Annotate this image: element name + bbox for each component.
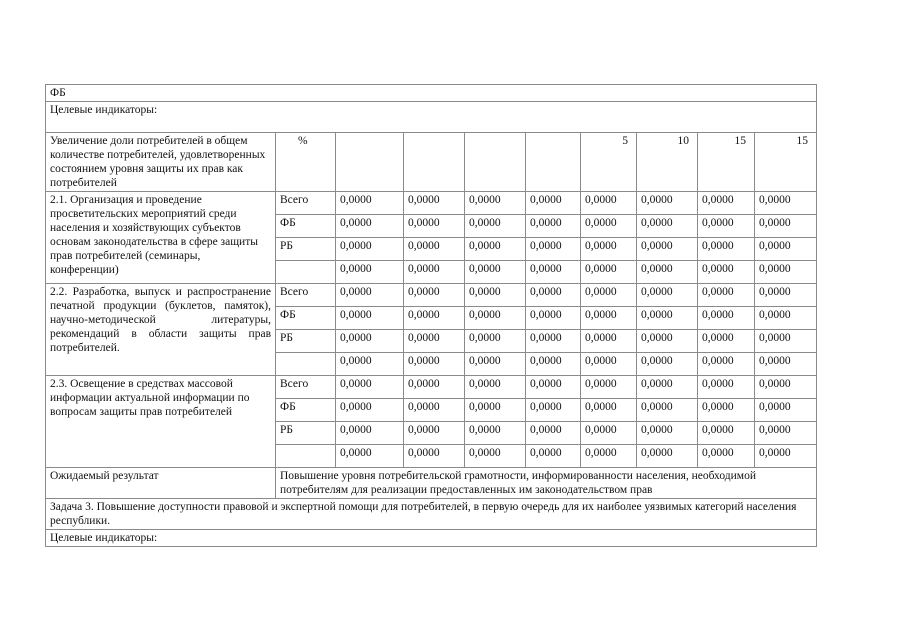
funding-value: 0,0000 (698, 284, 755, 307)
indicator-value (404, 133, 465, 192)
funding-value: 0,0000 (581, 445, 637, 468)
table-row (46, 102, 817, 133)
funding-value: 0,0000 (637, 192, 698, 215)
funding-value: 0,0000 (336, 376, 404, 399)
funding-value: 0,0000 (698, 307, 755, 330)
funding-value: 0,0000 (637, 445, 698, 468)
funding-value: 0,0000 (404, 307, 465, 330)
table-body (46, 85, 817, 547)
funding-value: 0,0000 (336, 330, 404, 353)
funding-value: 0,0000 (581, 330, 637, 353)
funding-value: 0,0000 (755, 376, 817, 399)
funding-value: 0,0000 (698, 399, 755, 422)
funding-value: 0,0000 (755, 284, 817, 307)
funding-value: 0,0000 (526, 284, 581, 307)
funding-value: 0,0000 (698, 330, 755, 353)
funding-source: РБ (276, 238, 336, 261)
funding-value: 0,0000 (581, 238, 637, 261)
funding-value: 0,0000 (755, 330, 817, 353)
table-row (46, 376, 817, 399)
funding-value: 0,0000 (581, 376, 637, 399)
indicator-value (526, 133, 581, 192)
indicator-value: 10 (637, 133, 698, 192)
fb-row-label: ФБ (46, 85, 817, 102)
program-table (45, 84, 817, 547)
table-row (46, 192, 817, 215)
funding-value: 0,0000 (465, 330, 526, 353)
funding-value: 0,0000 (755, 422, 817, 445)
funding-value: 0,0000 (698, 215, 755, 238)
funding-value: 0,0000 (581, 284, 637, 307)
funding-value: 0,0000 (336, 445, 404, 468)
funding-value: 0,0000 (526, 445, 581, 468)
funding-value: 0,0000 (336, 422, 404, 445)
funding-value: 0,0000 (698, 261, 755, 284)
funding-value: 0,0000 (465, 399, 526, 422)
funding-value: 0,0000 (404, 353, 465, 376)
funding-value: 0,0000 (755, 192, 817, 215)
funding-value: 0,0000 (526, 307, 581, 330)
table-row (46, 468, 817, 499)
funding-value: 0,0000 (755, 215, 817, 238)
indicators-heading: Целевые индикаторы: (46, 102, 817, 133)
indicator-value (465, 133, 526, 192)
funding-value: 0,0000 (755, 353, 817, 376)
funding-value: 0,0000 (581, 261, 637, 284)
funding-value: 0,0000 (526, 376, 581, 399)
activity-label: 2.2. Разработка, выпуск и распространение печатной продукции (буклетов, памяток), научно-методической литературы, рекомендаций в области защиты прав потребителей. (46, 284, 276, 376)
funding-value: 0,0000 (336, 399, 404, 422)
funding-value: 0,0000 (465, 422, 526, 445)
funding-value: 0,0000 (465, 307, 526, 330)
funding-value: 0,0000 (404, 376, 465, 399)
funding-value: 0,0000 (698, 353, 755, 376)
funding-value: 0,0000 (336, 215, 404, 238)
indicator-value (336, 133, 404, 192)
table-row (46, 499, 817, 530)
funding-value: 0,0000 (404, 215, 465, 238)
funding-value: 0,0000 (404, 330, 465, 353)
funding-value: 0,0000 (404, 399, 465, 422)
funding-value: 0,0000 (526, 399, 581, 422)
funding-value: 0,0000 (581, 399, 637, 422)
task3-text: Задача 3. Повышение доступности правовой и экспертной помощи для потребителей, в первую очередь для их наиболее уязвимых категорий населения республики. (46, 499, 817, 530)
funding-value: 0,0000 (755, 399, 817, 422)
funding-source: Всего (276, 376, 336, 399)
funding-source: РБ (276, 422, 336, 445)
indicator-value: 15 (755, 133, 817, 192)
funding-value: 0,0000 (755, 261, 817, 284)
funding-value: 0,0000 (581, 422, 637, 445)
funding-source: РБ (276, 330, 336, 353)
funding-value: 0,0000 (404, 192, 465, 215)
funding-value: 0,0000 (465, 376, 526, 399)
funding-value: 0,0000 (637, 307, 698, 330)
funding-value: 0,0000 (465, 261, 526, 284)
funding-value: 0,0000 (637, 330, 698, 353)
funding-value: 0,0000 (755, 238, 817, 261)
funding-value: 0,0000 (698, 445, 755, 468)
funding-value: 0,0000 (637, 238, 698, 261)
funding-value: 0,0000 (755, 307, 817, 330)
funding-value: 0,0000 (336, 192, 404, 215)
funding-value: 0,0000 (637, 353, 698, 376)
funding-value: 0,0000 (526, 261, 581, 284)
indicator-value: 15 (698, 133, 755, 192)
funding-value: 0,0000 (637, 399, 698, 422)
funding-source: ФБ (276, 215, 336, 238)
funding-value: 0,0000 (526, 238, 581, 261)
funding-source: ФБ (276, 307, 336, 330)
funding-source (276, 353, 336, 376)
funding-value: 0,0000 (581, 353, 637, 376)
funding-value: 0,0000 (465, 353, 526, 376)
expected-result-text: Повышение уровня потребительской грамотности, информированности населения, необходимой потребителям для реализации предоставленных им законодательством прав (276, 468, 817, 499)
funding-value: 0,0000 (336, 238, 404, 261)
funding-value: 0,0000 (637, 284, 698, 307)
funding-value: 0,0000 (526, 192, 581, 215)
funding-value: 0,0000 (698, 422, 755, 445)
funding-value: 0,0000 (336, 353, 404, 376)
funding-value: 0,0000 (336, 307, 404, 330)
funding-value: 0,0000 (698, 376, 755, 399)
funding-value: 0,0000 (404, 445, 465, 468)
indicator-unit: % (276, 133, 336, 192)
indicators-heading-2: Целевые индикаторы: (46, 530, 817, 547)
funding-value: 0,0000 (465, 192, 526, 215)
funding-value: 0,0000 (404, 238, 465, 261)
funding-value: 0,0000 (404, 284, 465, 307)
funding-value: 0,0000 (404, 422, 465, 445)
table-row (46, 284, 817, 307)
indicator-value: 5 (581, 133, 637, 192)
funding-value: 0,0000 (526, 422, 581, 445)
funding-value: 0,0000 (336, 261, 404, 284)
funding-value: 0,0000 (581, 307, 637, 330)
funding-value: 0,0000 (465, 215, 526, 238)
funding-source: Всего (276, 284, 336, 307)
funding-value: 0,0000 (526, 330, 581, 353)
funding-source (276, 445, 336, 468)
funding-value: 0,0000 (526, 215, 581, 238)
funding-value: 0,0000 (336, 284, 404, 307)
funding-value: 0,0000 (526, 353, 581, 376)
funding-value: 0,0000 (581, 215, 637, 238)
funding-value: 0,0000 (755, 445, 817, 468)
activity-label: 2.1. Организация и проведение просветительских мероприятий среди населения и хозяйствующих субъектов основам законодательства в сфере защиты прав потребителей (семинары, конференции) (46, 192, 276, 284)
funding-value: 0,0000 (637, 261, 698, 284)
funding-value: 0,0000 (637, 376, 698, 399)
funding-value: 0,0000 (637, 422, 698, 445)
funding-value: 0,0000 (698, 192, 755, 215)
table-row (46, 133, 817, 192)
funding-value: 0,0000 (465, 445, 526, 468)
funding-value: 0,0000 (465, 238, 526, 261)
table-row (46, 530, 817, 547)
funding-source (276, 261, 336, 284)
funding-value: 0,0000 (698, 238, 755, 261)
activity-label: 2.3. Освещение в средствах массовой информации актуальной информации по вопросам защиты прав потребителей (46, 376, 276, 468)
funding-source: ФБ (276, 399, 336, 422)
funding-source: Всего (276, 192, 336, 215)
expected-result-label: Ожидаемый результат (46, 468, 276, 499)
funding-value: 0,0000 (581, 192, 637, 215)
funding-value: 0,0000 (404, 261, 465, 284)
funding-value: 0,0000 (637, 215, 698, 238)
indicator-label: Увеличение доли потребителей в общем количестве потребителей, удовлетворенных состоянием уровня защиты их прав как потребителей (46, 133, 276, 192)
funding-value: 0,0000 (465, 284, 526, 307)
table-row (46, 85, 817, 102)
